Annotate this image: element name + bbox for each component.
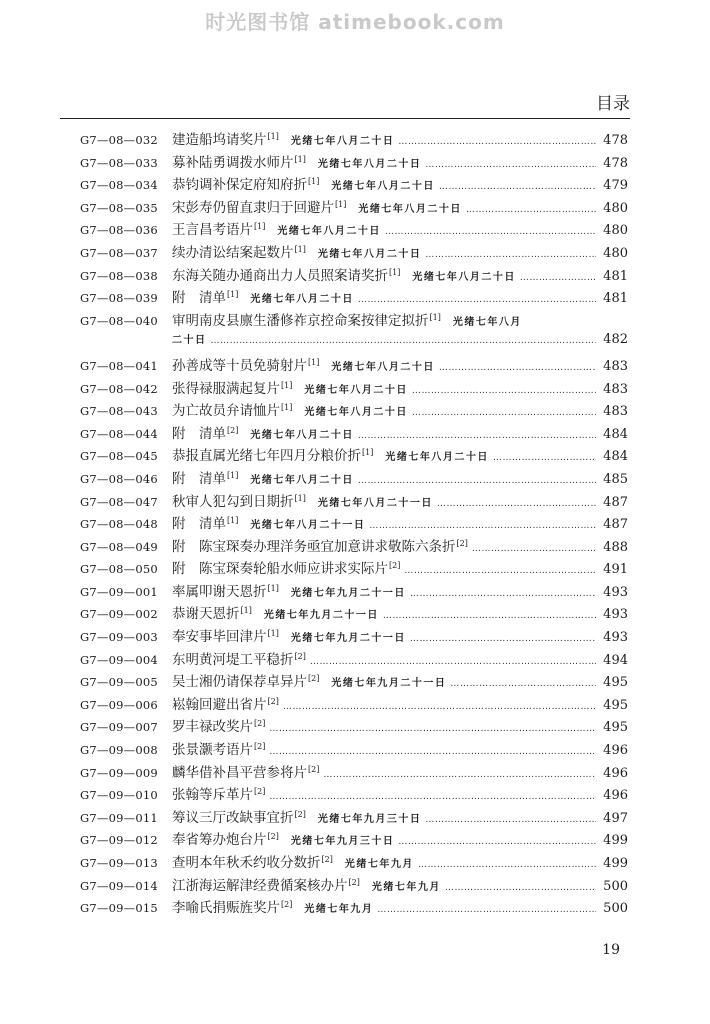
entry-code: G7—08—049 bbox=[80, 539, 158, 554]
entry-note: [1] bbox=[281, 403, 293, 413]
entry-title-wrap bbox=[172, 286, 238, 306]
entry-title-wrap bbox=[172, 851, 333, 871]
entry-title: 附 陈宝琛奏办理洋务亟宜加意讲求敬陈六条折 bbox=[172, 538, 456, 555]
entry-date: 光绪七年八月二十日 bbox=[331, 181, 435, 193]
entry-code: G7—09—001 bbox=[80, 584, 158, 599]
toc-entry bbox=[80, 783, 628, 806]
entry-title-wrap bbox=[172, 151, 306, 171]
entry-code: G7—08—045 bbox=[80, 449, 158, 464]
running-head-title: 目录 bbox=[596, 94, 630, 114]
leader-dots bbox=[445, 883, 596, 893]
entry-code: G7—09—012 bbox=[80, 833, 158, 848]
entry-date: 光绪七年八月二十日 bbox=[304, 384, 408, 396]
toc-entry bbox=[80, 806, 628, 829]
entry-title-wrap bbox=[172, 896, 292, 916]
entry-date: 光绪七年八月二十日 bbox=[250, 429, 354, 441]
entry-title-wrap bbox=[172, 738, 265, 758]
entry-title-wrap bbox=[172, 264, 400, 284]
toc-entry bbox=[80, 512, 628, 535]
entry-page: 482 bbox=[603, 332, 628, 348]
entry-title-wrap bbox=[172, 535, 468, 555]
entry-title: 宋彭寿仍留直隶归于回避片 bbox=[172, 199, 334, 216]
toc-entry bbox=[80, 580, 628, 603]
entry-date: 光绪七年八月二十日 bbox=[331, 361, 435, 373]
toc-entry bbox=[80, 196, 628, 219]
entry-code: G7—09—008 bbox=[80, 743, 158, 758]
entry-code: G7—09—004 bbox=[80, 652, 158, 667]
entry-title-wrap bbox=[172, 218, 265, 238]
entry-note: [1] bbox=[335, 199, 347, 209]
entry-code: G7—08—032 bbox=[80, 133, 158, 147]
entry-code: G7—09—003 bbox=[80, 630, 158, 645]
leader-dots bbox=[410, 634, 596, 644]
entry-code: G7—09—011 bbox=[80, 810, 158, 825]
entry-note: [2] bbox=[348, 877, 360, 887]
leader-dots bbox=[269, 724, 596, 734]
toc-entry bbox=[80, 602, 628, 625]
entry-page: 481 bbox=[603, 268, 628, 284]
entry-page: 484 bbox=[603, 426, 628, 442]
entry-page: 493 bbox=[603, 630, 628, 646]
entry-title-wrap bbox=[172, 602, 252, 622]
entry-title: 崧翰回避出省片 bbox=[172, 696, 267, 713]
entry-title: 建造船坞请奖片 bbox=[172, 132, 267, 148]
entry-code: G7—08—048 bbox=[80, 517, 158, 532]
toc-entry bbox=[80, 151, 628, 174]
entry-date: 光绪七年九月二十一日 bbox=[263, 610, 379, 622]
entry-page: 487 bbox=[603, 517, 628, 533]
entry-note: [1] bbox=[267, 583, 279, 593]
entry-page: 480 bbox=[603, 245, 628, 261]
entry-date: 光绪七年八月二十日 bbox=[290, 136, 395, 147]
leader-dots bbox=[358, 295, 596, 305]
entry-code: G7—09—013 bbox=[80, 856, 158, 870]
entry-page: 488 bbox=[603, 539, 628, 555]
toc-entry bbox=[80, 241, 628, 264]
entry-title: 附 清单 bbox=[172, 290, 226, 307]
entry-title-wrap bbox=[172, 625, 279, 645]
leader-dots bbox=[418, 860, 596, 870]
entry-date: 光绪七年八月二十日 bbox=[277, 226, 381, 238]
entry-date: 光绪七年九月二十一日 bbox=[290, 587, 406, 599]
entry-date: 光绪七年八月二十日 bbox=[317, 248, 422, 260]
toc-entry bbox=[80, 286, 628, 309]
entry-code: G7—08—044 bbox=[80, 426, 158, 441]
entry-title-wrap bbox=[172, 128, 279, 148]
toc-entry bbox=[80, 535, 628, 558]
entry-note: [1] bbox=[308, 177, 320, 187]
entry-page: 499 bbox=[603, 833, 628, 849]
entry-note: [2] bbox=[294, 809, 306, 819]
entry-title-wrap bbox=[172, 580, 279, 600]
entry-date: 光绪七年八月二十一日 bbox=[250, 520, 366, 532]
entry-title-wrap bbox=[172, 490, 306, 510]
toc-entry bbox=[80, 693, 628, 716]
leader-dots bbox=[439, 363, 596, 373]
leader-dots bbox=[358, 431, 596, 441]
leader-dots bbox=[425, 815, 596, 825]
entry-code: G7—08—041 bbox=[80, 358, 158, 373]
entry-note: [2] bbox=[281, 900, 293, 910]
entry-code: G7—09—010 bbox=[80, 788, 158, 803]
entry-title: 为亡故员弁请恤片 bbox=[172, 403, 280, 420]
leader-dots bbox=[310, 657, 596, 667]
entry-title-wrap bbox=[172, 828, 279, 848]
entry-page: 483 bbox=[603, 381, 628, 397]
entry-page: 481 bbox=[603, 291, 628, 307]
entry-page: 478 bbox=[603, 155, 628, 171]
leader-dots bbox=[358, 476, 596, 486]
entry-code: G7—08—040 bbox=[80, 313, 158, 328]
leader-dots bbox=[385, 227, 596, 237]
entry-code: G7—08—043 bbox=[80, 404, 158, 419]
entry-note: [2] bbox=[308, 674, 320, 684]
entry-title-wrap bbox=[172, 874, 360, 894]
entry-title: 审明南皮县廪生潘修祚京控命案按律定拟折 bbox=[172, 312, 429, 329]
toc-entry bbox=[80, 467, 628, 490]
leader-dots bbox=[269, 747, 596, 757]
entry-title-wrap bbox=[172, 761, 319, 781]
leader-dots bbox=[269, 792, 596, 802]
toc-entry bbox=[80, 761, 628, 784]
entry-code: G7—09—006 bbox=[80, 697, 158, 712]
entry-page: 495 bbox=[603, 697, 628, 713]
entry-page: 496 bbox=[603, 788, 628, 804]
entry-note: [2] bbox=[389, 561, 401, 571]
entry-title-wrap bbox=[172, 196, 346, 216]
entry-note: [1] bbox=[267, 132, 279, 141]
entry-title: 筹议三厅改缺事宜折 bbox=[172, 809, 294, 826]
entry-title-wrap bbox=[172, 648, 306, 668]
toc-entry bbox=[80, 490, 628, 513]
entry-title-wrap bbox=[172, 783, 265, 803]
entry-code: G7—09—009 bbox=[80, 765, 158, 780]
entry-date: 光绪七年九月 bbox=[344, 859, 414, 870]
entry-note: [1] bbox=[254, 222, 266, 232]
toc-entry bbox=[80, 264, 628, 287]
entry-note: [1] bbox=[267, 629, 279, 639]
toc-entry bbox=[80, 422, 628, 445]
entry-title: 率属叩谢天恩折 bbox=[172, 583, 267, 600]
entry-code: G7—09—005 bbox=[80, 675, 158, 690]
entry-title: 罗丰禄改奖片 bbox=[172, 719, 253, 736]
entry-note: [2] bbox=[321, 855, 333, 864]
entry-note: [2] bbox=[267, 696, 279, 706]
entry-note: [2] bbox=[308, 764, 320, 774]
entry-title: 查明本年秋禾约收分数折 bbox=[172, 855, 321, 871]
leader-dots bbox=[283, 702, 596, 712]
entry-title-wrap bbox=[172, 715, 265, 735]
entry-page: 484 bbox=[603, 449, 628, 465]
entry-title-wrap bbox=[172, 670, 319, 690]
entry-title: 附 清单 bbox=[172, 516, 226, 533]
entry-note: [1] bbox=[429, 312, 441, 322]
entry-title: 附 清单 bbox=[172, 425, 226, 442]
entry-code: G7—08—047 bbox=[80, 494, 158, 509]
entry-code: G7—08—037 bbox=[80, 245, 158, 260]
toc-entry bbox=[80, 874, 628, 897]
entry-title: 募补陆勇调拨水师片 bbox=[172, 154, 294, 171]
entry-title: 恭钧调补保定府知府折 bbox=[172, 177, 307, 194]
leader-dots bbox=[425, 250, 596, 260]
entry-note: [2] bbox=[227, 425, 239, 435]
entry-title: 恭报直属光绪七年四月分粮价折 bbox=[172, 448, 361, 465]
table-of-contents bbox=[80, 128, 628, 919]
toc-entry bbox=[80, 738, 628, 761]
entry-page: 493 bbox=[603, 584, 628, 600]
entry-title: 张景灏考语片 bbox=[172, 742, 253, 759]
entry-date: 光绪七年八月二十日 bbox=[358, 203, 462, 215]
leader-dots bbox=[323, 770, 596, 780]
entry-page: 495 bbox=[603, 720, 628, 736]
entry-note: [1] bbox=[362, 448, 374, 458]
watermark: 时光图书馆 atimebook.com bbox=[205, 10, 505, 34]
toc-entry bbox=[80, 557, 628, 580]
entry-date: 光绪七年八月二十日 bbox=[304, 407, 408, 419]
entry-title-wrap bbox=[172, 422, 238, 442]
entry-date: 光绪七年九月 bbox=[304, 904, 374, 916]
entry-code: G7—09—002 bbox=[80, 607, 158, 622]
toc-entry bbox=[80, 354, 628, 377]
entry-note: [1] bbox=[294, 154, 306, 164]
entry-note: [1] bbox=[281, 380, 293, 390]
entry-note: [1] bbox=[227, 470, 239, 480]
entry-code: G7—08—035 bbox=[80, 200, 158, 215]
entry-page: 499 bbox=[603, 856, 628, 871]
toc-entry bbox=[80, 128, 628, 151]
entry-page: 495 bbox=[603, 675, 628, 691]
leader-dots bbox=[493, 453, 596, 463]
entry-title: 奉安事毕回津片 bbox=[172, 629, 267, 646]
entry-title: 王言昌考语片 bbox=[172, 222, 253, 239]
entry-page: 480 bbox=[603, 200, 628, 216]
entry-title-wrap bbox=[172, 241, 306, 261]
entry-page: 483 bbox=[603, 404, 628, 420]
leader-dots bbox=[398, 137, 596, 147]
entry-title: 续办清讼结案起数片 bbox=[172, 244, 294, 261]
entry-title: 麟华借补昌平营参将片 bbox=[172, 764, 307, 781]
entry-date: 光绪七年九月 bbox=[371, 881, 441, 893]
entry-page: 485 bbox=[603, 471, 628, 487]
entry-title-wrap bbox=[172, 444, 373, 464]
entry-title: 孙善成等十员免骑射片 bbox=[172, 357, 307, 374]
entry-page: 487 bbox=[603, 494, 628, 510]
entry-page: 496 bbox=[603, 743, 628, 759]
leader-dots bbox=[437, 499, 596, 509]
entry-note: [2] bbox=[254, 742, 266, 752]
entry-title-wrap bbox=[172, 377, 292, 397]
entry-code: G7—08—042 bbox=[80, 381, 158, 396]
entry-page: 478 bbox=[603, 133, 628, 148]
leader-dots bbox=[404, 566, 596, 576]
entry-note: [1] bbox=[389, 267, 401, 277]
entry-code: G7—09—015 bbox=[80, 901, 158, 916]
leader-dots bbox=[439, 182, 596, 192]
entry-note: [1] bbox=[294, 493, 306, 503]
entry-title-wrap bbox=[172, 693, 279, 713]
entry-date: 光绪七年九月二十一日 bbox=[331, 678, 447, 690]
entry-date: 光绪七年八月二十日 bbox=[250, 474, 354, 486]
leader-dots bbox=[398, 837, 596, 847]
entry-page: 497 bbox=[603, 810, 628, 826]
leader-dots bbox=[369, 521, 596, 531]
leader-dots bbox=[377, 905, 596, 915]
entry-date: 光绪七年九月三十日 bbox=[290, 836, 395, 848]
leader-dots bbox=[472, 544, 596, 554]
entry-date: 光绪七年九月二十一日 bbox=[290, 633, 406, 645]
entry-code: G7—09—007 bbox=[80, 720, 158, 735]
toc-entry bbox=[80, 377, 628, 400]
entry-title: 江浙海运解津经费循案核办片 bbox=[172, 877, 348, 894]
entry-code: G7—08—050 bbox=[80, 562, 158, 577]
entry-title-wrap bbox=[172, 806, 306, 826]
leader-dots bbox=[211, 336, 597, 346]
entry-date: 光绪七年九月三十日 bbox=[317, 813, 422, 825]
entry-page: 491 bbox=[603, 562, 628, 578]
entry-title-wrap bbox=[172, 512, 238, 532]
entry-title-wrap bbox=[172, 557, 400, 577]
toc-entry bbox=[80, 625, 628, 648]
leader-dots bbox=[412, 408, 596, 418]
entry-date: 光绪七年八月二十日 bbox=[412, 271, 516, 283]
entry-title: 李喻氏捐赈旌奖片 bbox=[172, 900, 280, 917]
entry-title-wrap bbox=[172, 399, 292, 419]
entry-page: 500 bbox=[603, 901, 628, 917]
leader-dots bbox=[466, 205, 596, 215]
entry-page: 493 bbox=[603, 607, 628, 623]
entry-title: 奉省筹办炮台片 bbox=[172, 832, 267, 849]
entry-date: 光绪七年八月二十日 bbox=[317, 158, 422, 170]
entry-note: [1] bbox=[240, 606, 252, 616]
entry-code: G7—08—038 bbox=[80, 268, 158, 283]
entry-page: 483 bbox=[603, 358, 628, 374]
entry-date-continued: 二十日 bbox=[172, 335, 207, 347]
entry-code: G7—08—034 bbox=[80, 178, 158, 193]
entry-title: 附 清单 bbox=[172, 470, 226, 487]
entry-title: 恭谢天恩折 bbox=[172, 606, 240, 623]
entry-title: 东海关随办通商出力人员照案请奖折 bbox=[172, 267, 388, 284]
toc-entry bbox=[80, 851, 628, 874]
leader-dots bbox=[450, 679, 596, 689]
entry-note: [2] bbox=[254, 719, 266, 729]
entry-title: 吴士湘仍请保荐卓异片 bbox=[172, 674, 307, 691]
entry-page: 500 bbox=[603, 878, 628, 894]
toc-entry bbox=[80, 444, 628, 467]
entry-note: [1] bbox=[227, 290, 239, 300]
entry-code: G7—08—033 bbox=[80, 155, 158, 170]
entry-code: G7—08—036 bbox=[80, 223, 158, 238]
entry-note: [2] bbox=[254, 787, 266, 797]
entry-title: 张翰等斥革片 bbox=[172, 787, 253, 804]
entry-title: 附 陈宝琛奏轮船水师应讲求实际片 bbox=[172, 561, 388, 578]
toc-entry bbox=[80, 715, 628, 738]
entry-date: 光绪七年八月二十日 bbox=[385, 452, 489, 464]
toc-entry bbox=[80, 173, 628, 196]
leader-dots bbox=[410, 589, 596, 599]
entry-note: [2] bbox=[294, 651, 306, 661]
leader-dots bbox=[425, 160, 596, 170]
running-head bbox=[60, 88, 630, 119]
page-number: 19 bbox=[602, 942, 620, 958]
entry-page: 480 bbox=[603, 223, 628, 239]
entry-code: G7—09—014 bbox=[80, 878, 158, 893]
entry-note: [1] bbox=[294, 244, 306, 254]
entry-date: 光绪七年八月二十一日 bbox=[317, 497, 433, 509]
toc-entry bbox=[80, 670, 628, 693]
entry-code: G7—08—039 bbox=[80, 291, 158, 306]
entry-code: G7—08—046 bbox=[80, 471, 158, 486]
entry-title-wrap bbox=[172, 173, 319, 193]
entry-note: [2] bbox=[456, 538, 468, 548]
entry-title: 东明黄河堤工平稳折 bbox=[172, 651, 294, 668]
entry-date: 光绪七年八月二十日 bbox=[250, 294, 354, 306]
entry-page: 479 bbox=[603, 178, 628, 194]
leader-dots bbox=[520, 273, 596, 283]
entry-note: [1] bbox=[227, 516, 239, 526]
entry-note: [1] bbox=[308, 357, 320, 367]
toc-entry bbox=[80, 309, 628, 354]
toc-entry bbox=[80, 399, 628, 422]
entry-title: 张得禄服满起复片 bbox=[172, 380, 280, 397]
entry-note: [2] bbox=[267, 832, 279, 842]
entry-page: 496 bbox=[603, 765, 628, 781]
entry-date: 光绪七年八月 bbox=[452, 316, 522, 328]
leader-dots bbox=[383, 611, 596, 621]
leader-dots bbox=[412, 386, 596, 396]
entry-title-wrap bbox=[172, 309, 441, 329]
toc-entry bbox=[80, 828, 628, 851]
toc-entry bbox=[80, 648, 628, 671]
entry-title-wrap bbox=[172, 354, 319, 374]
entry-title-wrap bbox=[172, 467, 238, 487]
toc-entry bbox=[80, 218, 628, 241]
entry-page: 494 bbox=[603, 652, 628, 668]
entry-title: 秋审人犯勾到日期折 bbox=[172, 493, 294, 510]
toc-entry bbox=[80, 896, 628, 919]
